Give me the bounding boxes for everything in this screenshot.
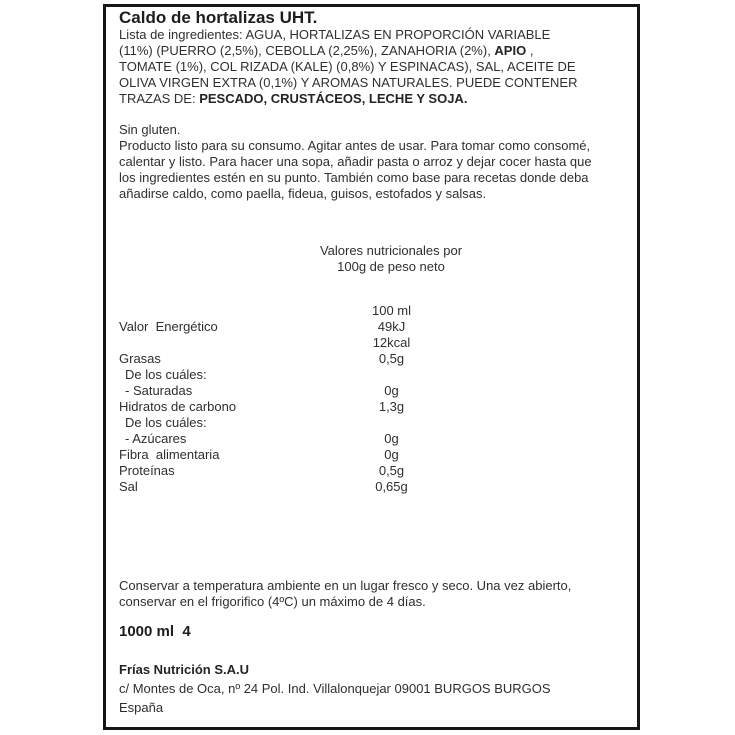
usage-instructions-line: calentar y listo. Para hacer una sopa, añadir pasta o arroz y dejar cocer hasta que xyxy=(119,154,592,169)
nutrition-row-label: Proteínas xyxy=(119,463,175,478)
ingredients-line xyxy=(119,75,629,91)
nutrition-row-value: 0g xyxy=(384,431,399,446)
nutrition-header xyxy=(153,243,629,275)
nutrition-row-value: 49kJ xyxy=(377,319,406,334)
storage-instructions-line: Conservar a temperatura ambiente en un lugar fresco y seco. Una vez abierto, xyxy=(119,578,572,593)
nutrition-column-header-row xyxy=(119,303,629,319)
usage-instructions-line: los ingredientes estén en su punto. También como base para recetas donde deba xyxy=(119,170,589,185)
storage-section xyxy=(119,578,629,610)
nutrition-row xyxy=(119,431,629,447)
ingredients-text: Lista de ingredientes: AGUA, HORTALIZAS EN PROPORCIÓN VARIABLE xyxy=(119,27,551,42)
nutrition-row-value: 0,5g xyxy=(378,463,405,478)
ingredients-line xyxy=(119,59,629,75)
nutrition-row xyxy=(119,399,629,415)
nutrition-header-line: 100g de peso neto xyxy=(337,259,445,274)
nutrition-row xyxy=(119,335,629,351)
nutrition-row-label: Fibra alimentaria xyxy=(119,447,220,462)
nutrition-row-label: - Saturadas xyxy=(125,383,193,398)
ingredients-line xyxy=(119,91,629,107)
nutrition-row xyxy=(119,463,629,479)
ingredients-text: OLIVA VIRGEN EXTRA (0,1%) Y AROMAS NATURALES. PUEDE CONTENER xyxy=(119,75,578,90)
usage-section xyxy=(119,122,629,202)
product-label-card xyxy=(103,4,640,730)
ingredients-text: TRAZAS DE: xyxy=(119,91,200,106)
nutrition-row-value: 0g xyxy=(384,383,399,398)
nutrition-row-label: De los cuáles: xyxy=(125,415,207,430)
nutrition-row-value: 0,65g xyxy=(375,479,408,494)
usage-instructions-line: añadirse caldo, como paella, fideua, guisos, estofados y salsas. xyxy=(119,186,487,201)
ingredients-text: , xyxy=(526,43,534,58)
nutrition-row xyxy=(119,447,629,463)
ingredients-section xyxy=(119,27,629,107)
ingredients-line xyxy=(119,27,629,43)
usage-instructions-line: Producto listo para su consumo. Agitar antes de usar. Para tomar como consomé, xyxy=(119,138,591,153)
manufacturer-address: c/ Montes de Oca, nº 24 Pol. Ind. Villalonquejar 09001 BURGOS BURGOS xyxy=(119,681,551,696)
nutrition-row xyxy=(119,351,629,367)
net-quantity: 1000 ml 4 xyxy=(119,623,191,640)
nutrition-row xyxy=(119,415,629,431)
nutrition-row-label: Valor Energético xyxy=(119,319,218,334)
allergen-emphasis: APIO xyxy=(494,43,527,58)
nutrition-row xyxy=(119,367,629,383)
nutrition-row-value: 0g xyxy=(384,447,399,462)
manufacturer-country: España xyxy=(119,700,164,715)
nutrition-table xyxy=(119,303,629,495)
gluten-free-note: Sin gluten. xyxy=(119,122,181,137)
ingredients-line xyxy=(119,43,629,59)
nutrition-column-header: 100 ml xyxy=(371,303,412,318)
nutrition-header-line: Valores nutricionales por xyxy=(319,243,463,258)
nutrition-row-label: Sal xyxy=(119,479,138,494)
nutrition-row-label: - Azúcares xyxy=(125,431,187,446)
storage-instructions-line: conservar en el frigorifico (4ºC) un máximo de 4 días. xyxy=(119,594,426,609)
manufacturer-name: Frías Nutrición S.A.U xyxy=(119,662,250,677)
nutrition-row xyxy=(119,319,629,335)
nutrition-row xyxy=(119,479,629,495)
label-content xyxy=(106,7,637,727)
nutrition-row-value: 12kcal xyxy=(372,335,411,350)
nutrition-row-label: Grasas xyxy=(119,351,161,366)
manufacturer-section xyxy=(119,660,629,717)
ingredients-text: TOMATE (1%), COL RIZADA (KALE) (0,8%) Y ESPINACAS), SAL, ACEITE DE xyxy=(119,59,576,74)
nutrition-row-label: Hidratos de carbono xyxy=(119,399,237,414)
nutrition-row xyxy=(119,383,629,399)
nutrition-row-label: De los cuáles: xyxy=(125,367,207,382)
allergen-emphasis: PESCADO, CRUSTÁCEOS, LECHE Y SOJA. xyxy=(199,91,468,106)
ingredients-text: (11%) (PUERRO (2,5%), CEBOLLA (2,25%), ZANAHORIA (2%), xyxy=(119,43,495,58)
product-title: Caldo de hortalizas UHT. xyxy=(119,8,318,27)
nutrition-row-value: 0,5g xyxy=(378,351,405,366)
nutrition-row-value: 1,3g xyxy=(378,399,405,414)
